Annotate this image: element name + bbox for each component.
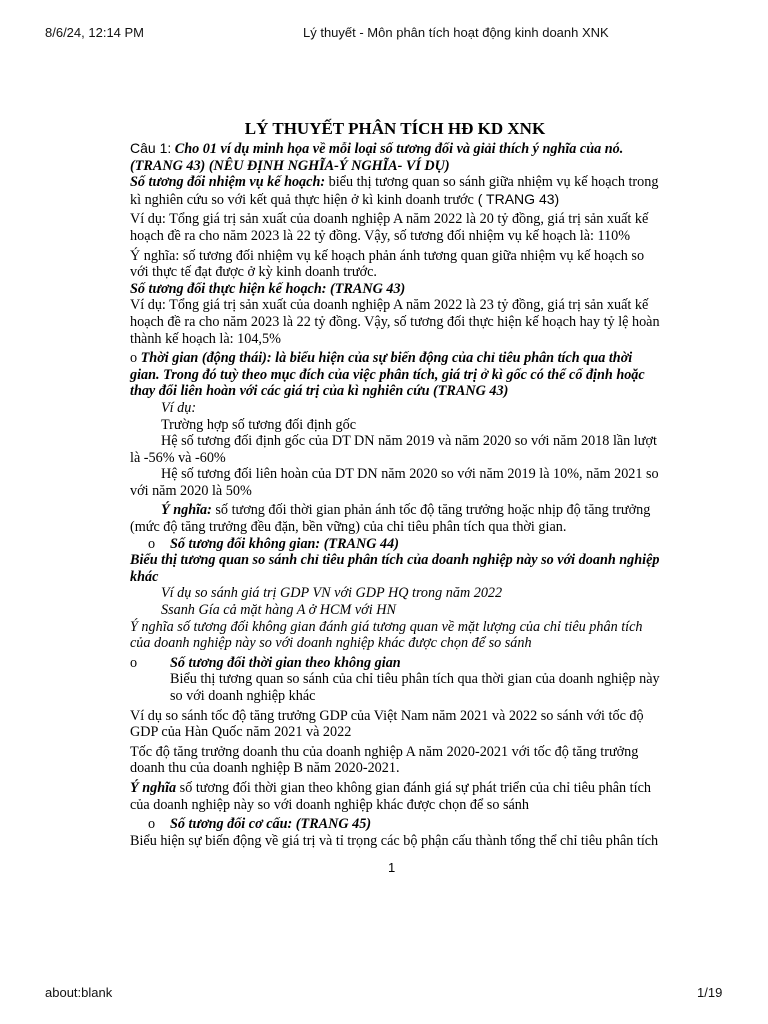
section-heading: Số tương đối cơ cấu: (TRANG 45) xyxy=(170,816,372,833)
bullet-marker: o xyxy=(148,535,156,552)
section-structure-ratio xyxy=(130,816,660,833)
meaning-label: Ý nghĩa: xyxy=(161,502,212,519)
bullet-marker: o xyxy=(148,816,156,833)
print-header-datetime: 8/6/24, 12:14 PM xyxy=(45,25,145,40)
example-paragraph: Tốc độ tăng trưởng doanh thu của doanh nghiệp A năm 2020-2021 với tốc độ tăng trưởng doanh thu của doanh nghiệp B năm 2020-2021. xyxy=(130,743,639,777)
list-item: Trường hợp số tương đối định gốc xyxy=(161,416,357,433)
print-footer-page: 1/19 xyxy=(697,985,723,1000)
page-reference: ( TRANG 43) xyxy=(473,190,560,207)
example-paragraph: Ví dụ so sánh tốc độ tăng trưởng GDP của Việt Nam năm 2021 và 2022 so sánh với tốc độ GDP của Hàn Quốc năm 2021 và 2022 xyxy=(130,707,644,741)
section-heading: Số tương đối thời gian theo không gian xyxy=(170,654,401,671)
section-definition: biểu thị tương quan so sánh giữa nhiệm vụ kế hoạch trong kì nghiên cứu so với kết quả thực hiện ở kì kinh doanh trước xyxy=(130,174,659,208)
section-plan-fulfillment-ratio: Số tương đối thực hiện kế hoạch: (TRANG 43) xyxy=(130,280,406,297)
section-definition: Biểu thị tương quan so sánh của chỉ tiêu phân tích qua thời gian của doanh nghiệp này so với doanh nghiệp khác xyxy=(170,671,660,704)
meaning-paragraph xyxy=(130,780,660,813)
meaning-paragraph xyxy=(130,502,660,535)
section-definition: Biểu thị tương quan so sánh chỉ tiêu phân tích của doanh nghiệp này so với doanh nghiệp khác xyxy=(130,552,660,585)
document-title: LÝ THUYẾT PHÂN TÍCH HĐ KD XNK xyxy=(244,119,546,138)
section-definition: Biểu hiện sự biến động về giá trị và tỉ trọng các bộ phận cấu thành tổng thể chỉ tiêu phân tích xyxy=(130,832,659,849)
section-heading: Số tương đối không gian: (TRANG 44) xyxy=(170,535,399,552)
print-footer-url: about:blank xyxy=(45,985,113,1000)
section-heading: Số tương đối nhiệm vụ kế hoạch: xyxy=(130,174,326,191)
bullet-marker: o xyxy=(130,350,138,367)
document-body xyxy=(130,118,660,849)
question-text: Cho 01 ví dụ minh họa về mỗi loại số tương đối và giải thích ý nghĩa của nó. (TRANG 43) (NÊU ĐỊNH NGHĨA-Ý NGHĨA- VÍ DỤ) xyxy=(130,141,624,174)
example-label: Ví dụ: xyxy=(161,399,197,416)
page-number: 1 xyxy=(388,860,396,875)
example-item: Ví dụ so sánh giá trị GDP VN với GDP HQ trong năm 2022 xyxy=(161,585,503,602)
meaning-text: số tương đối thời gian theo không gian đánh giá sự phát triển của chỉ tiêu phân tích của doanh nghiệp này so với doanh nghiệp khác được chọn để so sánh xyxy=(130,779,651,813)
section-time-space-ratio xyxy=(130,655,660,672)
meaning-label: Ý nghĩa xyxy=(130,779,177,796)
section-planned-task-ratio xyxy=(130,174,660,208)
bullet-marker: o xyxy=(130,654,138,671)
list-item: Hệ số tương đối định gốc của DT DN năm 2019 và năm 2020 so với năm 2018 lần lượt là -56% và -60% xyxy=(130,433,657,466)
question-1 xyxy=(130,140,660,174)
example-item: Ssanh Gía cả mặt hàng A ở HCM với HN xyxy=(161,602,396,619)
question-label: Câu 1: xyxy=(130,140,172,156)
meaning-paragraph: Ý nghĩa số tương đối không gian đánh giá tương quan về mặt lượng của chỉ tiêu phân tích của doanh nghiệp này so với doanh nghiệp khác được chọn để so sánh xyxy=(130,618,643,652)
section-time-ratio xyxy=(130,350,660,400)
example-paragraph: Ví dụ: Tổng giá trị sản xuất của doanh nghiệp A năm 2022 là 20 tỷ đồng, giá trị sản xuất kế hoạch đề ra cho năm 2023 là 22 tỷ đồng. Vậy, số tương đối nhiệm vụ kế hoạch là: 110% xyxy=(130,211,649,244)
print-header-title: Lý thuyết - Môn phân tích hoạt động kinh doanh XNK xyxy=(303,25,609,40)
list-item: Hệ số tương đối liên hoàn của DT DN năm 2020 so với năm 2019 là 10%, năm 2021 so với năm 2020 là 50% xyxy=(130,466,659,499)
meaning-paragraph: Ý nghĩa: số tương đối nhiệm vụ kế hoạch phản ánh tương quan giữa nhiệm vụ kế hoạch so với thực tế đạt được ở kỳ kinh doanh trước. xyxy=(130,247,645,281)
section-heading: Thời gian (động thái): là biểu hiện của sự biến động của chỉ tiêu phân tích qua thời gian. Trong đó tuỳ theo mục đích của việc phân tích, giá trị ở kì gốc có thể cố định hoặc thay đổi liên hoàn với các giá trị của kì nghiên cứu (TRANG 43) xyxy=(130,350,645,400)
meaning-text: số tương đối thời gian phản ánh tốc độ tăng trưởng hoặc nhịp độ tăng trưởng (mức độ tăng trưởng đều đặn, bền vững) của chỉ tiêu phân tích qua thời gian. xyxy=(130,502,651,536)
section-space-ratio xyxy=(130,536,660,553)
example-paragraph: Ví dụ: Tổng giá trị sản xuất của doanh nghiệp A năm 2022 là 23 tỷ đồng, giá trị sản xuất kế hoạch đề ra cho năm 2023 là 22 tỷ đồng. Vậy, số tương đối thực hiện kế hoạch hay tỷ lệ hoàn thành kế hoạch là: 104,5% xyxy=(130,297,660,347)
